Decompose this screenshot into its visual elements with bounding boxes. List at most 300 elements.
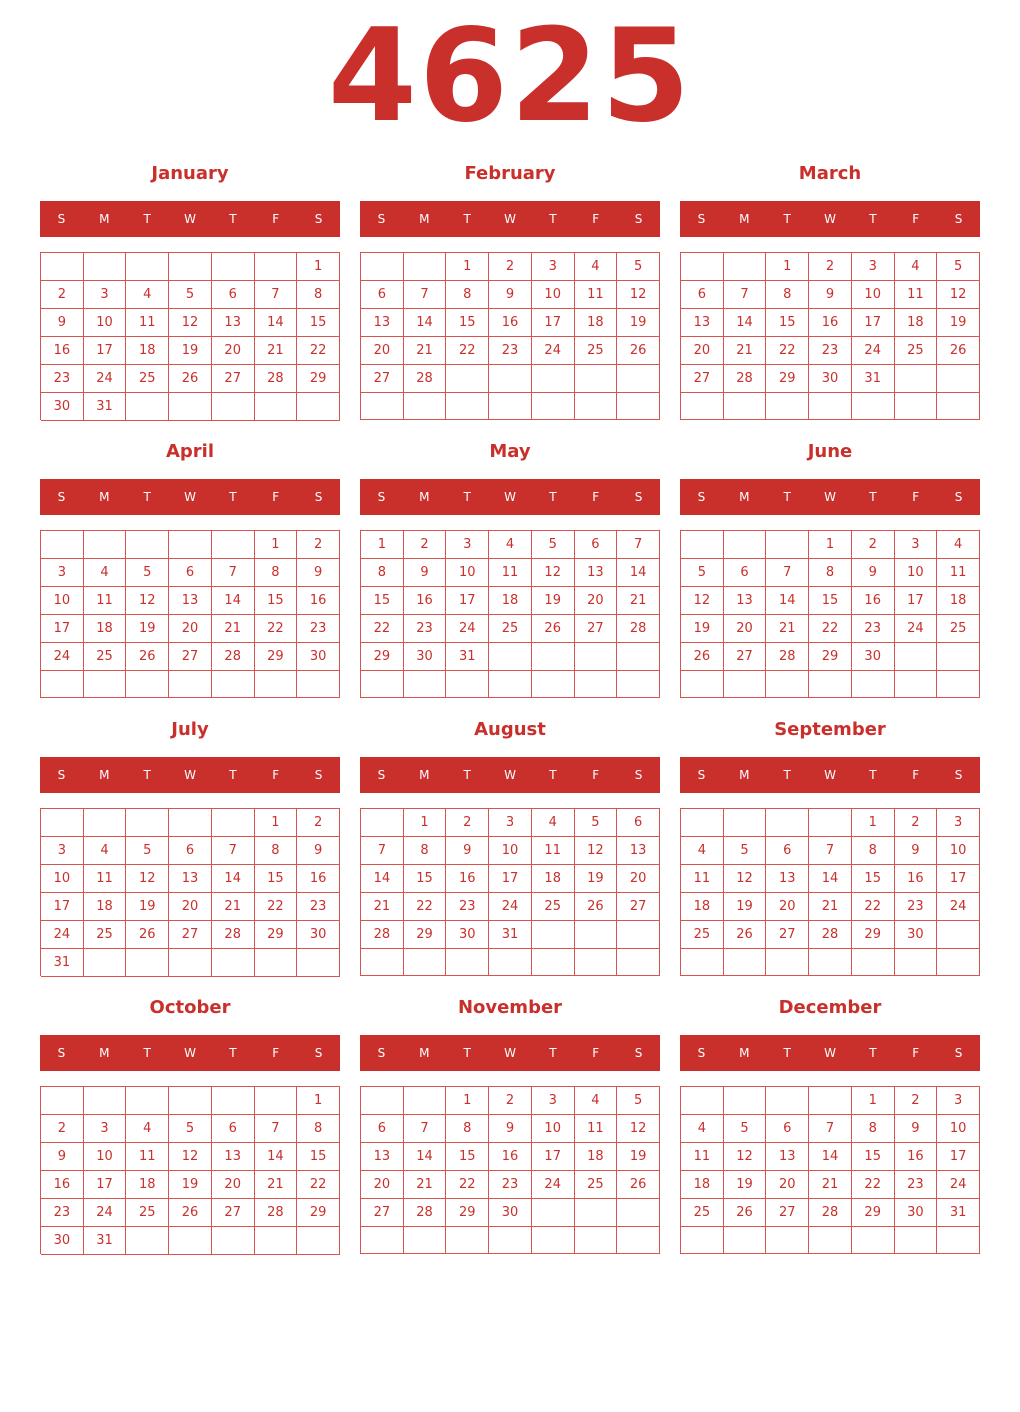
day-cell: 26 <box>169 1199 212 1227</box>
day-cell: 23 <box>297 893 340 921</box>
day-cell: 2 <box>297 809 340 837</box>
weekday-label: S <box>57 768 66 782</box>
day-cell: 6 <box>212 1115 255 1143</box>
empty-cell <box>724 949 767 976</box>
day-cell: 7 <box>809 837 852 865</box>
day-cell: 25 <box>532 893 575 921</box>
day-cell: 3 <box>937 809 980 837</box>
day-cell: 15 <box>361 587 404 615</box>
empty-cell <box>809 949 852 976</box>
empty-cell <box>532 949 575 976</box>
day-cell: 28 <box>361 921 404 949</box>
day-cell: 14 <box>809 865 852 893</box>
day-cell: 8 <box>255 559 298 587</box>
weekday-label: M <box>99 1046 110 1060</box>
weekday-label: T <box>463 768 471 782</box>
day-cell: 26 <box>169 365 212 393</box>
day-cell: 10 <box>446 559 489 587</box>
day-cell: 14 <box>809 1143 852 1171</box>
day-cell: 27 <box>766 921 809 949</box>
day-cell: 28 <box>404 1199 447 1227</box>
weekday-label: T <box>783 768 791 782</box>
day-cell: 7 <box>766 559 809 587</box>
day-cell: 13 <box>212 1143 255 1171</box>
day-cell: 21 <box>404 337 447 365</box>
empty-cell <box>169 671 212 698</box>
weekday-header <box>360 1035 660 1071</box>
day-cell: 12 <box>724 1143 767 1171</box>
day-cell: 14 <box>212 587 255 615</box>
day-cell: 1 <box>809 531 852 559</box>
day-cell: 26 <box>937 337 980 365</box>
weekday-label: S <box>954 212 963 226</box>
weekday-label: F <box>272 1046 280 1060</box>
weekday-label: S <box>57 212 66 226</box>
empty-cell <box>489 643 532 671</box>
day-cell: 2 <box>809 253 852 281</box>
empty-cell <box>255 1087 298 1115</box>
day-grid <box>680 252 980 420</box>
day-cell: 16 <box>895 865 938 893</box>
weekday-label: T <box>463 212 471 226</box>
day-cell: 6 <box>361 281 404 309</box>
empty-cell <box>617 393 660 420</box>
empty-cell <box>724 671 767 698</box>
weekday-label: S <box>377 490 386 504</box>
empty-cell <box>617 1199 660 1227</box>
empty-cell <box>575 921 618 949</box>
day-cell: 29 <box>809 643 852 671</box>
empty-cell <box>404 671 447 698</box>
empty-cell <box>84 949 127 977</box>
day-cell: 10 <box>937 1115 980 1143</box>
empty-cell <box>41 1087 84 1115</box>
weekday-header <box>360 757 660 793</box>
weekday-label: M <box>99 490 110 504</box>
day-cell: 29 <box>255 921 298 949</box>
weekday-label: T <box>783 1046 791 1060</box>
empty-cell <box>489 393 532 420</box>
day-cell: 25 <box>126 1199 169 1227</box>
empty-cell <box>169 1227 212 1255</box>
day-cell: 19 <box>532 587 575 615</box>
day-grid <box>680 808 980 976</box>
day-cell: 13 <box>169 865 212 893</box>
empty-cell <box>937 949 980 976</box>
empty-cell <box>212 531 255 559</box>
day-cell: 9 <box>895 1115 938 1143</box>
day-cell: 1 <box>446 253 489 281</box>
day-cell: 12 <box>169 309 212 337</box>
day-cell: 11 <box>532 837 575 865</box>
day-cell: 13 <box>681 309 724 337</box>
day-cell: 19 <box>724 893 767 921</box>
day-cell: 7 <box>361 837 404 865</box>
empty-cell <box>212 809 255 837</box>
empty-cell <box>404 949 447 976</box>
day-cell: 4 <box>489 531 532 559</box>
day-cell: 4 <box>575 1087 618 1115</box>
empty-cell <box>532 365 575 393</box>
day-cell: 26 <box>724 921 767 949</box>
empty-cell <box>766 1227 809 1254</box>
day-cell: 27 <box>724 643 767 671</box>
day-cell: 2 <box>489 1087 532 1115</box>
day-cell: 3 <box>895 531 938 559</box>
empty-cell <box>766 671 809 698</box>
day-cell: 12 <box>575 837 618 865</box>
day-cell: 26 <box>126 921 169 949</box>
day-cell: 24 <box>532 1171 575 1199</box>
day-cell: 25 <box>84 643 127 671</box>
empty-cell <box>255 671 298 698</box>
weekday-label: T <box>549 1046 557 1060</box>
empty-cell <box>681 1087 724 1115</box>
day-cell: 5 <box>169 1115 212 1143</box>
day-cell: 18 <box>84 615 127 643</box>
day-cell: 9 <box>489 281 532 309</box>
empty-cell <box>809 393 852 420</box>
weekday-label: S <box>954 768 963 782</box>
weekday-header <box>680 1035 980 1071</box>
empty-cell <box>809 1087 852 1115</box>
empty-cell <box>84 809 127 837</box>
day-cell: 30 <box>852 643 895 671</box>
day-cell: 17 <box>852 309 895 337</box>
empty-cell <box>532 1227 575 1254</box>
weekday-label: T <box>143 1046 151 1060</box>
day-cell: 3 <box>489 809 532 837</box>
day-cell: 15 <box>255 587 298 615</box>
empty-cell <box>41 531 84 559</box>
day-cell: 1 <box>255 809 298 837</box>
day-cell: 11 <box>895 281 938 309</box>
day-cell: 27 <box>169 643 212 671</box>
day-cell: 1 <box>404 809 447 837</box>
day-cell: 13 <box>212 309 255 337</box>
empty-cell <box>255 253 298 281</box>
day-cell: 30 <box>895 1199 938 1227</box>
empty-cell <box>681 949 724 976</box>
weekday-label: S <box>697 490 706 504</box>
day-cell: 21 <box>255 1171 298 1199</box>
day-cell: 12 <box>681 587 724 615</box>
day-cell: 6 <box>724 559 767 587</box>
day-cell: 5 <box>681 559 724 587</box>
empty-cell <box>617 1227 660 1254</box>
weekday-label: S <box>634 490 643 504</box>
empty-cell <box>84 1087 127 1115</box>
day-cell: 23 <box>489 1171 532 1199</box>
empty-cell <box>766 531 809 559</box>
day-cell: 23 <box>809 337 852 365</box>
day-cell: 12 <box>169 1143 212 1171</box>
empty-cell <box>937 643 980 671</box>
weekday-label: S <box>314 768 323 782</box>
weekday-label: F <box>592 768 600 782</box>
empty-cell <box>169 809 212 837</box>
empty-cell <box>84 671 127 698</box>
weekday-label: W <box>824 768 836 782</box>
weekday-label: T <box>463 1046 471 1060</box>
day-cell: 17 <box>895 587 938 615</box>
day-cell: 20 <box>724 615 767 643</box>
day-cell: 5 <box>126 559 169 587</box>
day-cell: 13 <box>766 865 809 893</box>
day-cell: 20 <box>361 1171 404 1199</box>
day-cell: 4 <box>126 281 169 309</box>
day-cell: 4 <box>575 253 618 281</box>
weekday-label: T <box>143 212 151 226</box>
day-cell: 15 <box>809 587 852 615</box>
weekday-label: T <box>229 490 237 504</box>
day-cell: 29 <box>852 1199 895 1227</box>
day-cell: 28 <box>724 365 767 393</box>
day-cell: 1 <box>297 1087 340 1115</box>
day-cell: 29 <box>852 921 895 949</box>
empty-cell <box>169 253 212 281</box>
day-cell: 1 <box>297 253 340 281</box>
weekday-label: T <box>869 490 877 504</box>
day-cell: 18 <box>895 309 938 337</box>
day-cell: 23 <box>489 337 532 365</box>
day-cell: 14 <box>404 1143 447 1171</box>
day-cell: 26 <box>617 337 660 365</box>
day-cell: 19 <box>169 1171 212 1199</box>
day-cell: 31 <box>489 921 532 949</box>
empty-cell <box>575 393 618 420</box>
empty-cell <box>404 1087 447 1115</box>
day-cell: 30 <box>41 1227 84 1255</box>
empty-cell <box>724 1227 767 1254</box>
day-cell: 17 <box>41 615 84 643</box>
day-cell: 22 <box>297 1171 340 1199</box>
day-cell: 14 <box>404 309 447 337</box>
month-name: June <box>807 441 853 462</box>
empty-cell <box>681 531 724 559</box>
day-cell: 5 <box>126 837 169 865</box>
empty-cell <box>724 809 767 837</box>
weekday-label: M <box>99 768 110 782</box>
empty-cell <box>852 949 895 976</box>
day-cell: 29 <box>361 643 404 671</box>
day-cell: 31 <box>84 393 127 421</box>
day-cell: 30 <box>41 393 84 421</box>
day-cell: 5 <box>575 809 618 837</box>
day-cell: 3 <box>41 837 84 865</box>
day-cell: 15 <box>852 1143 895 1171</box>
empty-cell <box>532 1199 575 1227</box>
day-cell: 17 <box>41 893 84 921</box>
day-cell: 1 <box>361 531 404 559</box>
day-cell: 21 <box>212 615 255 643</box>
day-cell: 28 <box>212 643 255 671</box>
day-cell: 8 <box>446 281 489 309</box>
day-cell: 11 <box>84 587 127 615</box>
day-cell: 23 <box>895 1171 938 1199</box>
day-cell: 24 <box>446 615 489 643</box>
day-cell: 3 <box>852 253 895 281</box>
day-cell: 18 <box>532 865 575 893</box>
day-cell: 7 <box>255 281 298 309</box>
empty-cell <box>575 671 618 698</box>
empty-cell <box>126 1227 169 1255</box>
day-cell: 28 <box>617 615 660 643</box>
day-cell: 24 <box>937 893 980 921</box>
day-cell: 16 <box>41 1171 84 1199</box>
day-cell: 25 <box>84 921 127 949</box>
day-cell: 25 <box>575 337 618 365</box>
empty-cell <box>809 1227 852 1254</box>
empty-cell <box>617 921 660 949</box>
empty-cell <box>895 671 938 698</box>
empty-cell <box>169 949 212 977</box>
day-cell: 20 <box>169 893 212 921</box>
day-cell: 18 <box>126 337 169 365</box>
day-cell: 10 <box>84 309 127 337</box>
empty-cell <box>937 393 980 420</box>
day-cell: 11 <box>84 865 127 893</box>
weekday-label: F <box>912 490 920 504</box>
day-cell: 26 <box>532 615 575 643</box>
day-cell: 10 <box>532 1115 575 1143</box>
day-cell: 8 <box>446 1115 489 1143</box>
empty-cell <box>255 949 298 977</box>
day-cell: 30 <box>297 643 340 671</box>
day-cell: 22 <box>404 893 447 921</box>
empty-cell <box>724 253 767 281</box>
weekday-label: S <box>697 1046 706 1060</box>
day-cell: 8 <box>852 1115 895 1143</box>
weekday-label: T <box>229 1046 237 1060</box>
day-cell: 10 <box>852 281 895 309</box>
day-cell: 2 <box>895 1087 938 1115</box>
day-cell: 28 <box>809 921 852 949</box>
empty-cell <box>446 949 489 976</box>
day-cell: 1 <box>852 809 895 837</box>
day-cell: 6 <box>169 837 212 865</box>
weekday-label: S <box>634 1046 643 1060</box>
day-cell: 12 <box>937 281 980 309</box>
day-cell: 2 <box>895 809 938 837</box>
day-cell: 30 <box>489 1199 532 1227</box>
day-cell: 18 <box>937 587 980 615</box>
weekday-label: M <box>739 768 750 782</box>
day-cell: 19 <box>937 309 980 337</box>
day-cell: 8 <box>809 559 852 587</box>
empty-cell <box>852 1227 895 1254</box>
day-cell: 9 <box>404 559 447 587</box>
empty-cell <box>575 1199 618 1227</box>
day-cell: 7 <box>404 281 447 309</box>
empty-cell <box>255 393 298 421</box>
weekday-label: T <box>463 490 471 504</box>
day-cell: 28 <box>255 365 298 393</box>
day-cell: 9 <box>489 1115 532 1143</box>
weekday-label: F <box>272 490 280 504</box>
day-cell: 12 <box>532 559 575 587</box>
weekday-label: S <box>377 1046 386 1060</box>
empty-cell <box>169 531 212 559</box>
month-name: May <box>489 441 531 462</box>
empty-cell <box>617 643 660 671</box>
day-cell: 10 <box>895 559 938 587</box>
day-cell: 2 <box>41 1115 84 1143</box>
day-cell: 9 <box>297 559 340 587</box>
empty-cell <box>809 671 852 698</box>
day-cell: 5 <box>724 1115 767 1143</box>
day-cell: 21 <box>212 893 255 921</box>
day-cell: 30 <box>297 921 340 949</box>
day-cell: 8 <box>852 837 895 865</box>
day-cell: 16 <box>489 1143 532 1171</box>
day-cell: 15 <box>852 865 895 893</box>
month-name: September <box>774 719 886 740</box>
day-cell: 9 <box>41 1143 84 1171</box>
empty-cell <box>41 809 84 837</box>
day-cell: 30 <box>404 643 447 671</box>
empty-cell <box>212 253 255 281</box>
weekday-label: T <box>549 768 557 782</box>
weekday-label: S <box>57 490 66 504</box>
day-cell: 17 <box>84 1171 127 1199</box>
day-cell: 12 <box>126 587 169 615</box>
day-cell: 19 <box>126 615 169 643</box>
empty-cell <box>895 949 938 976</box>
day-cell: 15 <box>255 865 298 893</box>
day-cell: 27 <box>617 893 660 921</box>
weekday-label: F <box>592 1046 600 1060</box>
day-cell: 4 <box>532 809 575 837</box>
day-cell: 7 <box>404 1115 447 1143</box>
weekday-header <box>40 1035 340 1071</box>
day-cell: 6 <box>169 559 212 587</box>
empty-cell <box>489 1227 532 1254</box>
empty-cell <box>126 393 169 421</box>
weekday-label: F <box>592 212 600 226</box>
day-cell: 7 <box>212 559 255 587</box>
day-cell: 7 <box>255 1115 298 1143</box>
day-cell: 30 <box>895 921 938 949</box>
day-cell: 6 <box>681 281 724 309</box>
weekday-label: M <box>739 212 750 226</box>
day-cell: 19 <box>126 893 169 921</box>
day-cell: 22 <box>361 615 404 643</box>
weekday-label: S <box>314 212 323 226</box>
day-cell: 12 <box>724 865 767 893</box>
empty-cell <box>937 921 980 949</box>
day-cell: 11 <box>126 309 169 337</box>
day-cell: 27 <box>575 615 618 643</box>
weekday-label: F <box>272 768 280 782</box>
empty-cell <box>126 949 169 977</box>
day-cell: 5 <box>724 837 767 865</box>
day-cell: 17 <box>489 865 532 893</box>
day-cell: 16 <box>809 309 852 337</box>
day-cell: 11 <box>126 1143 169 1171</box>
weekday-label: W <box>184 768 196 782</box>
weekday-label: W <box>824 212 836 226</box>
day-cell: 25 <box>681 1199 724 1227</box>
month-name: April <box>165 441 215 462</box>
weekday-label: S <box>697 768 706 782</box>
weekday-label: T <box>549 212 557 226</box>
day-cell: 15 <box>297 1143 340 1171</box>
day-grid <box>360 808 660 976</box>
month-name: July <box>171 719 209 740</box>
empty-cell <box>809 809 852 837</box>
empty-cell <box>297 671 340 698</box>
